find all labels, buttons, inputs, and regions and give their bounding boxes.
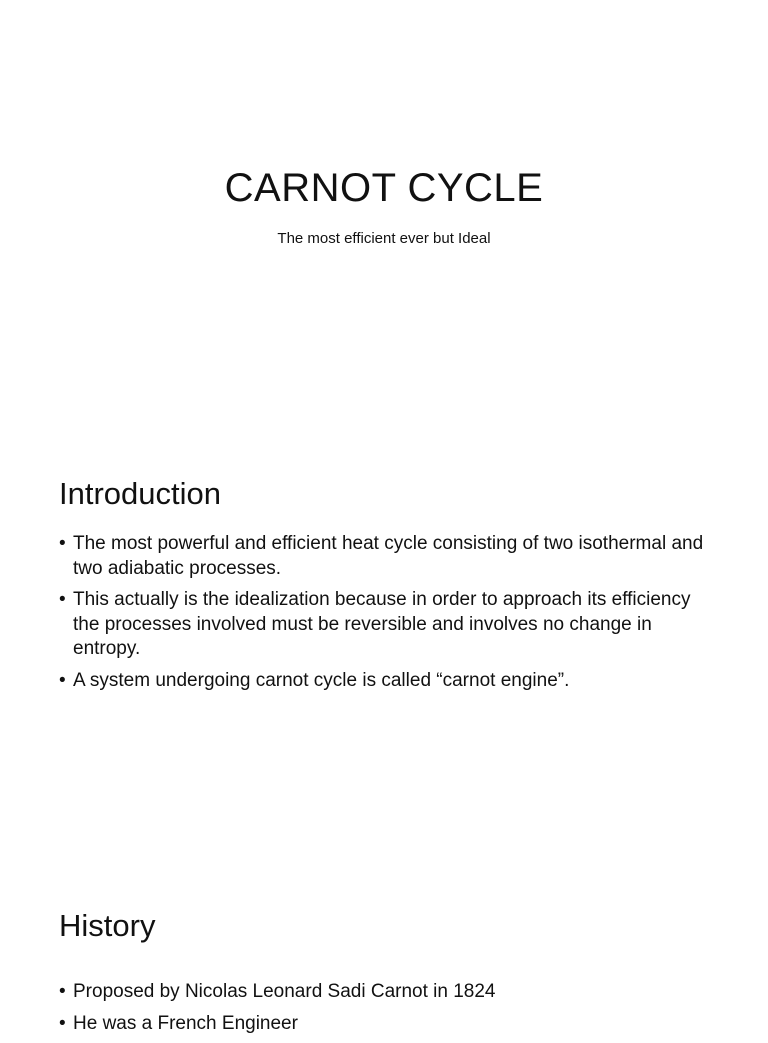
history-slide	[0, 864, 768, 1034]
introduction-heading: Introduction	[59, 476, 221, 511]
bullet-icon: •	[59, 589, 66, 610]
bullet-text: Proposed by Nicolas Leonard Sadi Carnot in 1824	[73, 981, 496, 1002]
presentation-title: CARNOT CYCLE	[224, 166, 544, 210]
history-bullet-list	[59, 980, 719, 1043]
bullet-icon: •	[59, 533, 66, 554]
list-item	[59, 980, 719, 1005]
bullet-text: A system undergoing carnot cycle is called “carnot engine”.	[73, 669, 570, 691]
bullet-icon: •	[59, 669, 66, 691]
list-item	[59, 669, 719, 694]
bullet-text: This actually is the idealization because in order to approach its efficiency the processes involved must be reversible and involves no change in entropy.	[73, 589, 691, 659]
bullet-text: The most powerful and efficient heat cycle consisting of two isothermal and two adiabatic processes.	[73, 533, 704, 579]
bullet-icon: •	[59, 1012, 66, 1034]
introduction-bullet-list	[59, 532, 719, 700]
title-slide	[0, 0, 768, 432]
presentation-subtitle: The most efficient ever but Ideal	[277, 230, 491, 247]
introduction-slide	[0, 432, 768, 864]
bullet-text: He was a French Engineer	[73, 1012, 298, 1034]
bullet-icon: •	[59, 981, 66, 1002]
history-heading: History	[59, 908, 156, 943]
list-item	[59, 588, 719, 662]
list-item	[59, 532, 719, 581]
